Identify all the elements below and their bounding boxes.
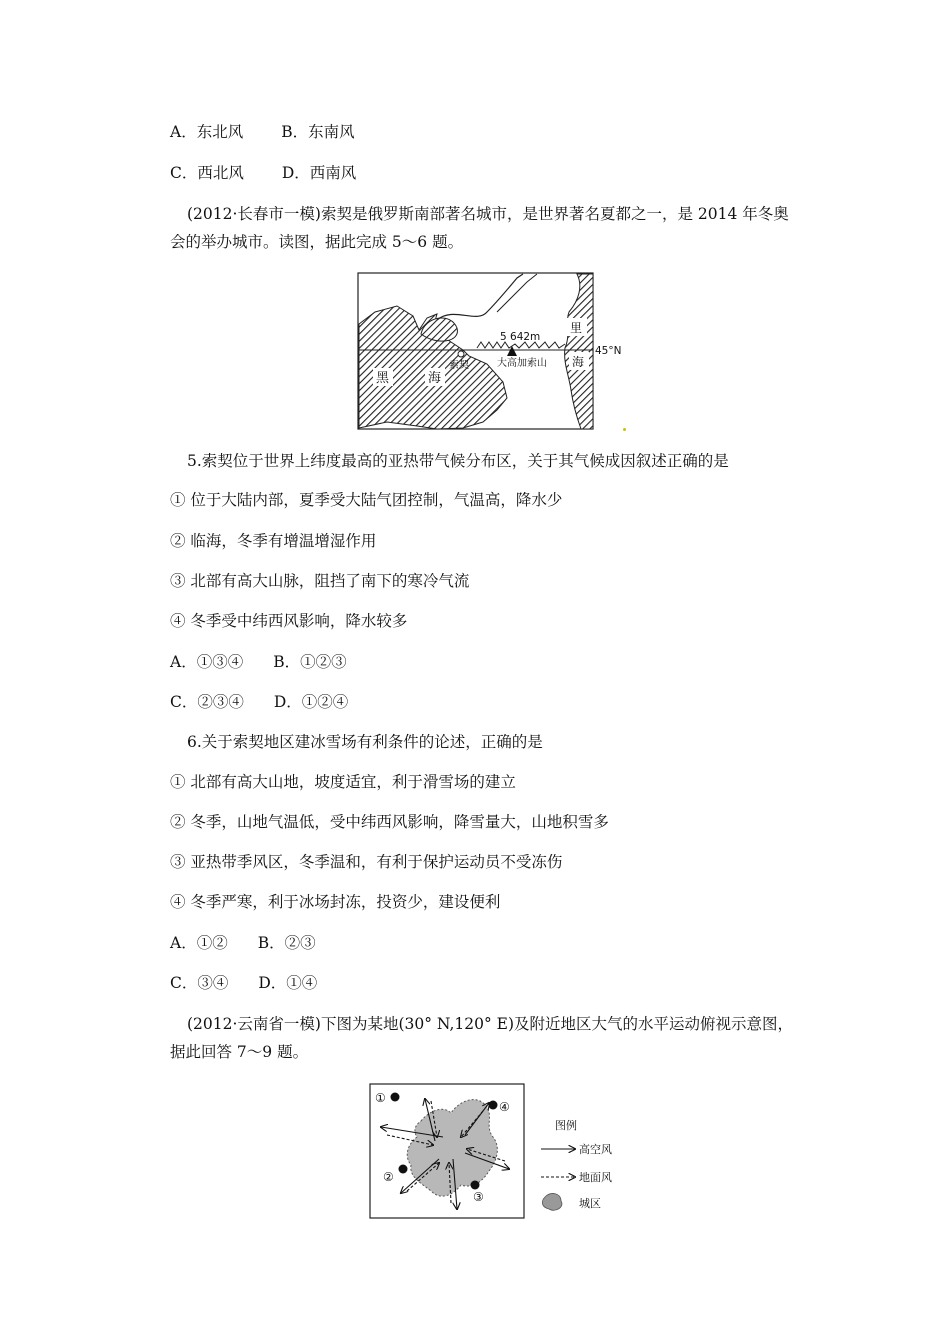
point-4-marker [489, 1101, 498, 1110]
q4-option-b: B．东南风 [281, 123, 355, 141]
q6-statement-1: ① 北部有高大山地，坡度适宜，利于滑雪场的建立 [170, 773, 516, 791]
q4-options-row-1 [170, 122, 355, 142]
stray-dot [623, 428, 626, 431]
sochi-label: 索契 [449, 360, 469, 371]
q5-option-a: A．①③④ [170, 653, 244, 671]
latitude-label: 45°N [595, 345, 622, 357]
legend-surface-label: 地面风 [579, 1171, 612, 1184]
point-3-label: ③ [473, 1190, 484, 1204]
q4-option-c: C．西北风 [170, 164, 244, 182]
q6-statement-2: ② 冬季，山地气温低，受中纬西风影响，降雪量大，山地积雪多 [170, 813, 609, 831]
q6-option-a: A．①② [170, 934, 228, 952]
yunnan-intro-line-1: (2012·云南省一模)下图为某地(30° N,120° E)及附近地区大气的水平运动俯视示意图， [187, 1015, 794, 1033]
point-1-marker [391, 1093, 400, 1102]
legend-upper-label: 高空风 [579, 1143, 612, 1156]
point-2-label: ② [383, 1170, 394, 1184]
q5-statement-1: ① 位于大陆内部，夏季受大陆气团控制，气温高，降水少 [170, 491, 563, 509]
mountain-label: 大高加索山 [497, 358, 547, 369]
q5-option-b: B．①②③ [273, 653, 347, 671]
sochi-intro-line-2: 会的举办城市。读图，据此完成 5～6 题。 [170, 233, 464, 251]
q6-options-row-1 [170, 933, 316, 953]
legend-city-swatch [542, 1194, 562, 1211]
q6-statement-3: ③ 亚热带季风区，冬季温和，有利于保护运动员不受冻伤 [170, 853, 563, 871]
q6-stem: 6.关于索契地区建冰雪场有利条件的论述，正确的是 [187, 733, 543, 751]
black-sea-label-1: 黑 [376, 371, 390, 386]
legend-title: 图例 [555, 1119, 577, 1132]
q6-option-d: D．①④ [258, 974, 318, 992]
black-sea-label-2: 海 [428, 371, 442, 386]
legend-city-label: 城区 [579, 1197, 601, 1210]
q6-option-b: B．②③ [257, 934, 316, 952]
q5-option-c: C．②③④ [170, 693, 244, 711]
point-2-marker [399, 1165, 408, 1174]
point-1-label: ① [375, 1091, 386, 1105]
q5-statement-2: ② 临海，冬季有增温增湿作用 [170, 532, 377, 550]
sochi-intro-line-1: (2012·长春市一模)索契是俄罗斯南部著名城市，是世界著名夏都之一，是 2014 年冬奥 [187, 205, 789, 223]
caspian-label-2: 海 [572, 355, 585, 369]
elevation-label: 5 642m [500, 331, 541, 343]
q6-option-c: C．③④ [170, 974, 229, 992]
sochi-map [357, 272, 627, 432]
point-4-label: ④ [499, 1100, 510, 1114]
caspian-label-1: 里 [570, 321, 583, 335]
point-3-marker [471, 1181, 480, 1190]
q6-statement-4: ④ 冬季严寒，利于冰场封冻，投资少，建设便利 [170, 893, 501, 911]
wind-diagram [369, 1083, 629, 1221]
q5-options-row-2 [170, 692, 348, 712]
sochi-city-marker [458, 351, 464, 357]
q5-stem: 5.索契位于世界上纬度最高的亚热带气候分布区，关于其气候成因叙述正确的是 [187, 452, 729, 470]
q4-options-row-2 [170, 163, 356, 183]
q4-option-d: D．西南风 [281, 164, 357, 182]
q5-statement-4: ④ 冬季受中纬西风影响，降水较多 [170, 612, 408, 630]
q6-options-row-2 [170, 973, 317, 993]
yunnan-intro-line-2: 据此回答 7～9 题。 [170, 1043, 309, 1061]
q5-statement-3: ③ 北部有高大山脉，阻挡了南下的寒冷气流 [170, 572, 470, 590]
q4-option-a: A．东北风 [170, 123, 244, 141]
q5-options-row-1 [170, 652, 347, 672]
q5-option-d: D．①②④ [273, 693, 349, 711]
